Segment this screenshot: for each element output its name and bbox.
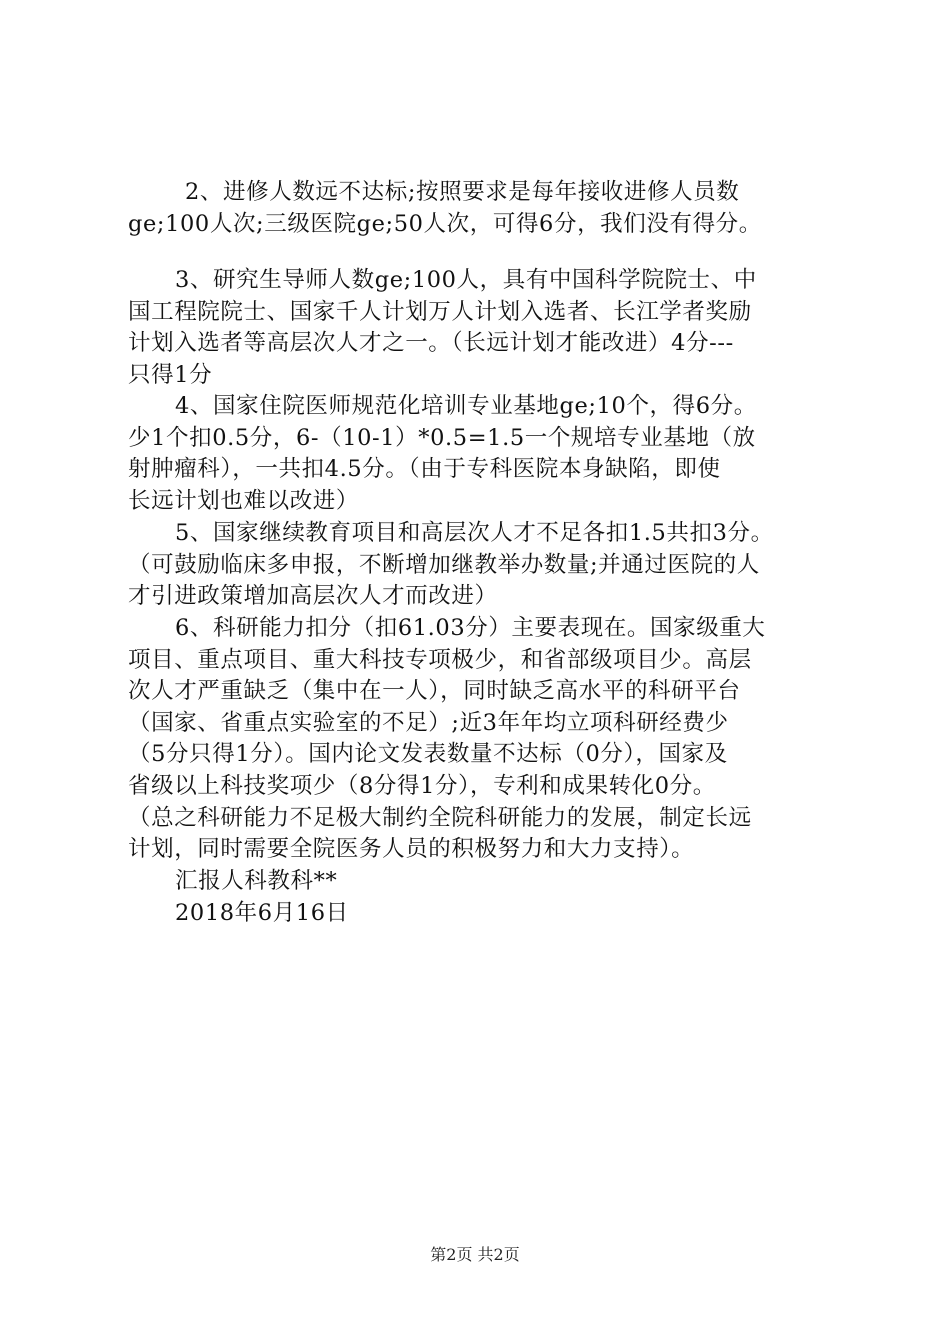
paragraph-4 [128, 391, 828, 517]
paragraph-line: （国家、省重点实验室的不足）;近3年年均立项科研经费少 [128, 709, 729, 736]
signature: 汇报人科教科** [175, 868, 338, 894]
paragraph-line: 才引进政策增加高层次人才而改进） [128, 583, 498, 610]
paragraph-line: 只得1分 [128, 361, 213, 388]
page-number: 第2页 共2页 [430, 1245, 520, 1264]
paragraph-line: （5分只得1分）。国内论文发表数量不达标（0分），国家及 [128, 741, 728, 768]
page-footer [0, 1244, 950, 1266]
paragraph-line: 6、科研能力扣分（扣61.03分）主要表现在。国家级重大 [175, 615, 766, 641]
paragraph-2 [128, 177, 828, 240]
paragraph-line: （总之科研能力不足极大制约全院科研能力的发展，制定长远 [128, 804, 752, 831]
paragraph-line: 4、国家住院医师规范化培训专业基地ge;10个，得6分。 [175, 393, 757, 419]
paragraph-line: ge;100人次;三级医院ge;50人次，可得6分，我们没有得分。 [128, 210, 762, 237]
paragraph-6 [128, 613, 828, 866]
paragraph-line: 次人才严重缺乏（集中在一人），同时缺乏高水平的科研平台 [128, 678, 741, 705]
report-date: 2018年6月16日 [175, 899, 349, 926]
paragraph-5 [128, 518, 828, 613]
paragraph-line: 少1个扣0.5分，6-（10-1）*0.5=1.5一个规培专业基地（放 [128, 424, 756, 451]
signature-block [128, 866, 828, 929]
paragraph-line: 3、研究生导师人数ge;100人，具有中国科学院院士、中 [175, 267, 757, 293]
paragraph-line: 国工程院院士、国家千人计划万人计划入选者、长江学者奖励 [128, 298, 752, 325]
paragraph-line: 省级以上科技奖项少（8分得1分），专利和成果转化0分。 [128, 772, 716, 799]
paragraph-line: 长远计划也难以改进） [128, 487, 360, 514]
paragraph-3 [128, 265, 828, 391]
paragraph-line: 计划入选者等高层次人才之一。（长远计划才能改进）4分--- [128, 330, 734, 357]
paragraph-line: 项目、重点项目、重大科技专项极少，和省部级项目少。高层 [128, 646, 752, 673]
paragraph-line: （可鼓励临床多申报，不断增加继教举办数量;并通过医院的人 [128, 551, 760, 578]
paragraph-line: 2、进修人数远不达标;按照要求是每年接收进修人员数 [185, 179, 740, 205]
paragraph-line: 5、国家继续教育项目和高层次人才不足各扣1.5共扣3分。 [175, 520, 774, 546]
paragraph-line: 射肿瘤科），一共扣4.5分。（由于专科医院本身缺陷，即使 [128, 456, 721, 483]
paragraph-line: 计划，同时需要全院医务人员的积极努力和大力支持）。 [128, 836, 695, 863]
